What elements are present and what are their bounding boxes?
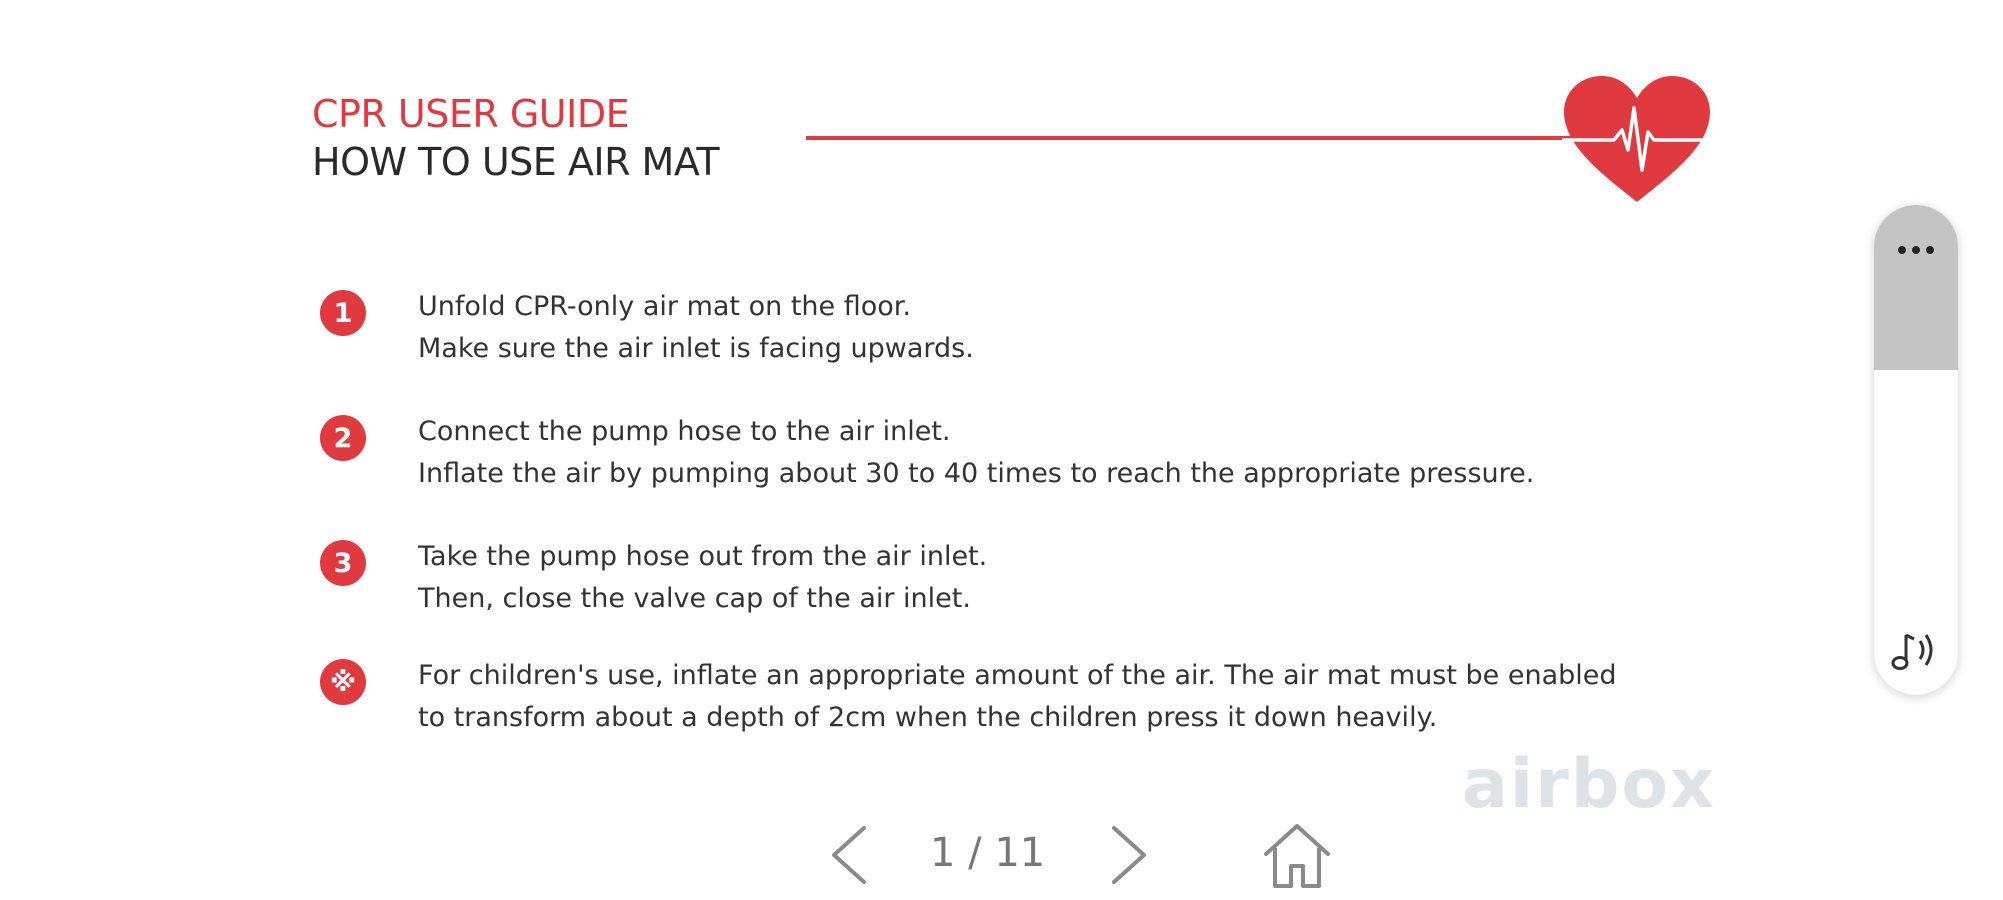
note-badge: ※	[320, 659, 366, 705]
heart-heartbeat-icon	[1562, 74, 1712, 204]
side-control-panel	[1874, 205, 1958, 695]
step-text	[418, 411, 1738, 495]
page-navigation	[820, 820, 1340, 890]
step-text	[418, 286, 1738, 370]
more-options-button[interactable]	[1874, 225, 1958, 275]
step-line: Take the pump hose out from the air inlet.	[418, 541, 988, 572]
guide-title: CPR USER GUIDE	[312, 92, 630, 136]
page-counter: 1 / 11	[930, 830, 1046, 876]
step-line: to transform about a depth of 2cm when the children press it down heavily.	[418, 702, 1438, 733]
header-divider-line	[806, 136, 1596, 140]
step-line: Then, close the valve cap of the air inlet.	[418, 583, 971, 614]
home-icon[interactable]	[1260, 818, 1334, 892]
step-number-badge: 1	[320, 290, 366, 336]
step-number-badge: 2	[320, 415, 366, 461]
sound-note-icon[interactable]	[1886, 623, 1946, 677]
step-line: Unfold CPR-only air mat on the floor.	[418, 291, 911, 322]
chevron-left-icon[interactable]	[820, 820, 880, 890]
step-text	[418, 655, 1738, 739]
step-line: Inflate the air by pumping about 30 to 40 times to reach the appropriate pressure.	[418, 458, 1535, 489]
brand-logo: airbox	[1462, 745, 1716, 824]
step-line: Connect the pump hose to the air inlet.	[418, 416, 951, 447]
guide-subtitle: HOW TO USE AIR MAT	[312, 140, 720, 184]
chevron-right-icon[interactable]	[1098, 820, 1158, 890]
step-line: Make sure the air inlet is facing upwards.	[418, 333, 974, 364]
step-number-badge: 3	[320, 540, 366, 586]
step-line: For children's use, inflate an appropriate amount of the air. The air mat must be enabled	[418, 660, 1617, 691]
more-dots-icon	[1894, 244, 1938, 256]
step-text	[418, 536, 1738, 620]
